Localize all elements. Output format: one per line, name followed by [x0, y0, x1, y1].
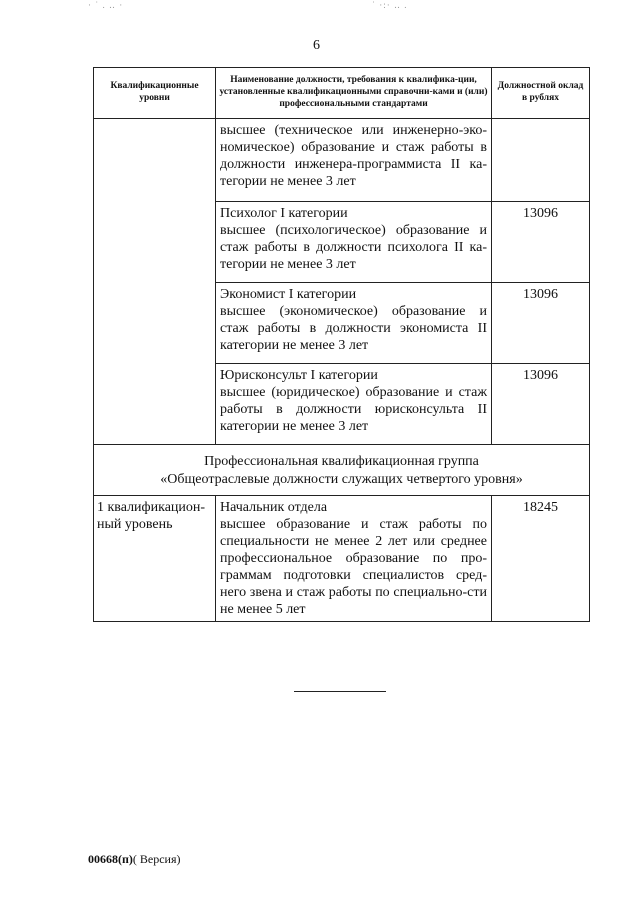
group-title-cell: [94, 445, 590, 496]
level-cell: [94, 119, 216, 445]
position-name: Экономист I категории: [220, 287, 357, 302]
group-title-line2: «Общеотраслевые должности служащих четвертого уровня»: [160, 472, 523, 487]
level-cell: 1 квалификацион-ный уровень: [94, 496, 216, 622]
group-header-row: [94, 445, 590, 496]
document-version: ( Версия): [132, 852, 181, 866]
position-cell: [216, 283, 492, 364]
salary-cell: [492, 119, 590, 202]
salary-cell: 13096: [492, 202, 590, 283]
header-salary: Должностной оклад в рублях: [492, 68, 590, 119]
separator-line: [294, 691, 386, 692]
salary-cell: 13096: [492, 283, 590, 364]
salary-cell: 18245: [492, 496, 590, 622]
scan-noise-left: · ˙ . ‥ ·: [88, 0, 124, 10]
scan-noise-right: ˙ ·:· ‥ .: [372, 0, 408, 10]
position-cell: [216, 496, 492, 622]
header-position: Наименование должности, требования к квалифика-ции, установленные квалификационными справочни-ками и (или) профессиональными стандартами: [216, 68, 492, 119]
table-header-row: [94, 68, 590, 119]
position-name: Начальник отдела: [220, 500, 328, 515]
table-row: [94, 119, 590, 202]
table-row: [94, 496, 590, 622]
position-cell: [216, 119, 492, 202]
qualification-table: [93, 67, 590, 622]
document-footer: [88, 852, 181, 867]
position-cell: [216, 364, 492, 445]
requirements-text: высшее образование и стаж работы по специальности не менее 2 лет или среднее профессиональное образование по про-граммам подготовки специалистов сред-него звена и стаж работы по специально-сти не менее 5 лет: [220, 517, 487, 617]
position-name: Психолог I категории: [220, 206, 348, 221]
position-name: Юрисконсульт I категории: [220, 368, 378, 383]
header-levels: Квалификационные уровни: [94, 68, 216, 119]
requirements-text: высшее (экономическое) образование и стаж работы в должности экономиста II категории не менее 3 лет: [220, 304, 487, 353]
document-code: 00668(п): [88, 852, 133, 866]
requirements-text: высшее (техническое или инженерно-эко-номическое) образование и стаж работы в должности инженера-программиста II ка-тегории не менее 3 лет: [220, 123, 487, 189]
page-number: 6: [313, 38, 320, 53]
position-cell: [216, 202, 492, 283]
requirements-text: высшее (юридическое) образование и стаж работы в должности юрисконсульта II категории не менее 3 лет: [220, 385, 487, 434]
group-title-line1: Профессиональная квалификационная группа: [204, 454, 479, 469]
requirements-text: высшее (психологическое) образование и стаж работы в должности психолога II ка-тегории не менее 3 лет: [220, 223, 487, 272]
salary-cell: 13096: [492, 364, 590, 445]
